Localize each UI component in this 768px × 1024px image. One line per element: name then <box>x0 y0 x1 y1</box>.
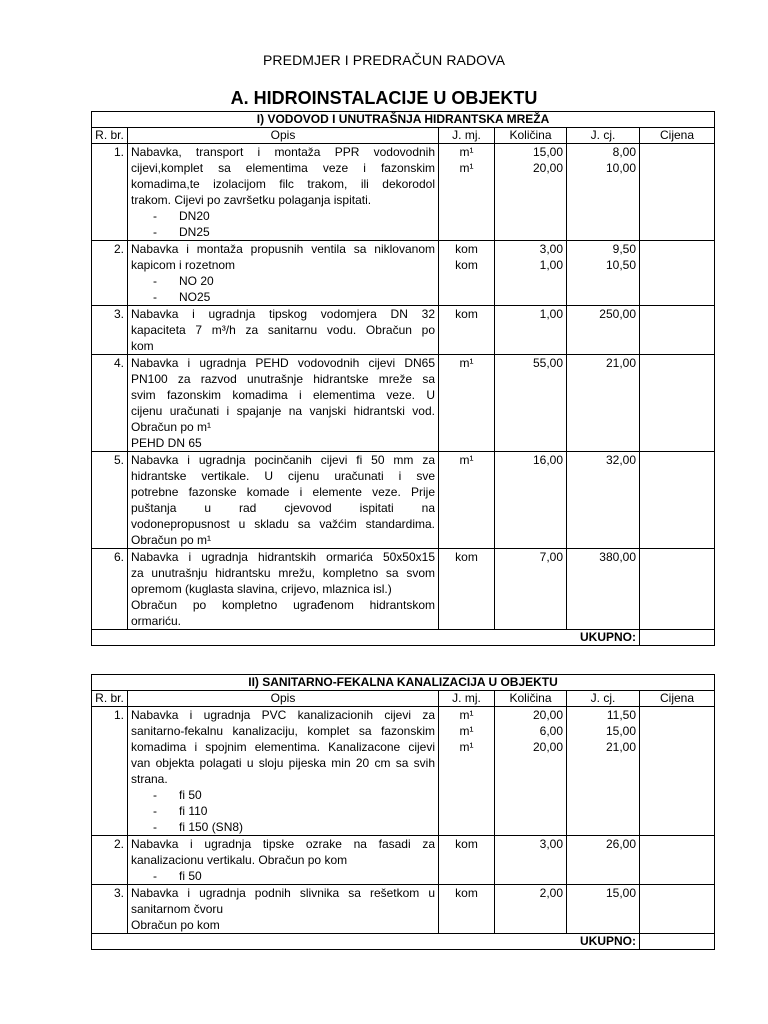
description-line: trakom. Cijevi po završetku polaganja ispitati. <box>131 193 372 207</box>
total-value <box>640 934 715 950</box>
item-number: 1. <box>92 707 128 836</box>
item-price <box>640 549 715 630</box>
quantity-value: 1,00 <box>539 307 563 321</box>
sub-item-dash: - <box>153 209 157 223</box>
table-row <box>92 355 715 452</box>
item-price <box>640 836 715 885</box>
sub-item-label: NO25 <box>179 290 211 304</box>
document-title: PREDMJER I PREDRAČUN RADOVA <box>262 52 506 68</box>
item-quantity <box>495 707 567 836</box>
description-line: Nabavka i ugradnja tipskog vodomjera DN 32 <box>131 307 435 321</box>
table-vodovod <box>91 111 715 646</box>
description-line: Nabavka i ugradnja tipske ozrake na fasadi za <box>131 837 435 851</box>
sub-item-unit: kom <box>455 258 478 272</box>
sub-item-dash: - <box>153 788 157 802</box>
item-quantity <box>495 885 567 934</box>
item-unit-price <box>567 836 640 885</box>
total-label: UKUPNO: <box>92 630 640 646</box>
description-line: komadima,te izolacijom filc trakom, ili dekorodol <box>131 177 435 191</box>
unit-value: m¹ <box>459 356 474 370</box>
sub-item-unit-price: 15,00 <box>605 724 636 738</box>
description-line: kapicom i rozetnom <box>131 258 236 272</box>
sub-item-unit-price: 10,00 <box>605 161 636 175</box>
sub-item-unit: m¹ <box>459 145 474 159</box>
sub-item <box>131 273 435 289</box>
table-row <box>92 549 715 630</box>
sub-item-unit-price: 26,00 <box>605 837 636 851</box>
unit-value: m¹ <box>459 453 474 467</box>
description-line: Nabavka i ugradnja pocinčanih cijevi fi 50 mm za <box>131 453 435 467</box>
sub-item-dash: - <box>153 290 157 304</box>
item-number: 1. <box>92 144 128 241</box>
col-header-jmj: J. mj. <box>439 128 495 144</box>
item-quantity <box>495 549 567 630</box>
table-row <box>92 885 715 934</box>
sub-item-quantity: 15,00 <box>532 145 563 159</box>
item-description <box>128 452 439 549</box>
description-line: vodonepropusnost u skladu sa važćim standardima. <box>131 517 435 531</box>
description-line: sanitarnom čvoru <box>131 902 224 916</box>
sub-item-quantity: 20,00 <box>532 161 563 175</box>
sub-item <box>131 224 435 240</box>
table-kanalizacija <box>91 674 715 950</box>
quantity-value: 55,00 <box>532 356 563 370</box>
item-price <box>640 306 715 355</box>
item-quantity <box>495 306 567 355</box>
col-header-rbr: R. br. <box>92 128 128 144</box>
sub-item <box>131 787 435 803</box>
description-line: Obračun po kom <box>131 918 220 932</box>
quantity-value: 2,00 <box>539 886 563 900</box>
description-line: PEHD DN 65 <box>131 436 202 450</box>
description-line: Nabavka i ugradnja PEHD vodovodnih cijevi DN65 <box>131 356 435 370</box>
sub-item <box>131 803 435 819</box>
item-unit-price <box>567 144 640 241</box>
sub-item-label: DN25 <box>179 225 210 239</box>
item-description <box>128 144 439 241</box>
item-quantity <box>495 836 567 885</box>
description-line: opremom (kuglasta slavina, crijevo, mlaznica isl.) <box>131 582 392 596</box>
total-row <box>92 630 715 646</box>
description-line: Obračun po m¹ <box>131 420 212 434</box>
sub-item-quantity: 20,00 <box>532 740 563 754</box>
item-unit <box>439 549 495 630</box>
item-description <box>128 241 439 306</box>
item-number: 4. <box>92 355 128 452</box>
sub-item-quantity: 3,00 <box>539 242 563 256</box>
table-title-row <box>92 112 715 128</box>
table-header-row <box>92 691 715 707</box>
item-price <box>640 355 715 452</box>
table-title: II) SANITARNO-FEKALNA KANALIZACIJA U OBJEKTU <box>92 675 715 691</box>
sub-item-dash: - <box>153 225 157 239</box>
sub-item-label: fi 50 <box>179 869 202 883</box>
item-quantity <box>495 144 567 241</box>
col-header-kolicina: Količina <box>495 691 567 707</box>
item-unit-price <box>567 452 640 549</box>
item-unit-price <box>567 549 640 630</box>
total-value <box>640 630 715 646</box>
sub-item <box>131 289 435 305</box>
unit-price-value: 250,00 <box>599 307 636 321</box>
item-unit <box>439 885 495 934</box>
description-line: Nabavka i ugradnja hidrantskih ormarića 50x50x15 <box>131 550 435 564</box>
sub-item-label: NO 20 <box>179 274 214 288</box>
unit-value: kom <box>455 886 478 900</box>
sub-item-quantity: 1,00 <box>539 258 563 272</box>
sub-item-quantity: 20,00 <box>532 708 563 722</box>
col-header-cijena: Cijena <box>640 128 715 144</box>
sub-item-quantity: 6,00 <box>539 724 563 738</box>
item-unit-price <box>567 707 640 836</box>
item-description <box>128 707 439 836</box>
sub-item-unit: kom <box>455 837 478 851</box>
item-unit <box>439 836 495 885</box>
table-row <box>92 306 715 355</box>
item-description <box>128 836 439 885</box>
item-unit <box>439 144 495 241</box>
description-line: cijenu uračunati i spajanje na vanjski hidrantski vod. <box>131 404 435 418</box>
unit-price-value: 380,00 <box>599 550 636 564</box>
description-line: za unutrašnju hidrantsku mrežu, kompletno sa svom <box>131 566 435 580</box>
sub-item-unit-price: 8,00 <box>612 145 636 159</box>
item-description <box>128 885 439 934</box>
item-quantity <box>495 241 567 306</box>
item-unit <box>439 306 495 355</box>
item-price <box>640 144 715 241</box>
item-unit-price <box>567 355 640 452</box>
item-unit-price <box>567 241 640 306</box>
item-number: 6. <box>92 549 128 630</box>
description-line: Nabavka, transport i montaža PPR vodovodnih <box>131 145 435 159</box>
sub-item-label: fi 50 <box>179 788 202 802</box>
item-description <box>128 355 439 452</box>
description-line: strana. <box>131 772 168 786</box>
description-line: puštanja u rad cjevovod ispitati na <box>131 501 435 515</box>
item-number: 2. <box>92 241 128 306</box>
description-line: kanalizacionu vertikalu. Obračun po kom <box>131 853 348 867</box>
sub-item-unit: m¹ <box>459 740 474 754</box>
sub-item <box>131 868 435 884</box>
sub-item-unit-price: 21,00 <box>605 740 636 754</box>
item-unit <box>439 241 495 306</box>
sub-item-unit: m¹ <box>459 708 474 722</box>
unit-price-value: 21,00 <box>605 356 636 370</box>
sub-item-dash: - <box>153 804 157 818</box>
sub-item-unit-price: 11,50 <box>606 708 636 722</box>
description-line: svim fazonskim komadima i elementima veze. U <box>131 388 435 402</box>
table-row <box>92 144 715 241</box>
item-unit-price <box>567 306 640 355</box>
quantity-value: 16,00 <box>532 453 563 467</box>
table-row <box>92 241 715 306</box>
description-line: sanitarno-fekalnu kanalizaciju, komplet sa fazonskim <box>131 724 435 738</box>
section-title: A. HIDROINSTALACIJE U OBJEKTU <box>230 88 538 108</box>
description-line: kapaciteta 7 m³/h za sanitarnu vodu. Obračun po <box>131 323 435 337</box>
sub-item-label: fi 110 <box>179 804 208 818</box>
description-line: hidrantske vertikale. U cijenu uračunati i sve <box>131 469 435 483</box>
sub-item-label: fi 150 (SN8) <box>179 820 244 834</box>
sub-item-unit-price: 9,50 <box>612 242 636 256</box>
description-line: PN100 za razvod unutrašnje hidrantske mreže sa <box>131 372 435 386</box>
description-line: ormariću. <box>131 614 182 628</box>
col-header-jcj: J. cj. <box>567 691 640 707</box>
sub-item-unit: m¹ <box>459 724 474 738</box>
col-header-jmj: J. mj. <box>439 691 495 707</box>
quantity-value: 7,00 <box>539 550 563 564</box>
item-unit-price <box>567 885 640 934</box>
description-line: Obračun po kompletno ugrađenom hidrantskom <box>131 598 435 612</box>
description-line: Obračun po m¹ <box>131 533 212 547</box>
item-number: 2. <box>92 836 128 885</box>
col-header-opis: Opis <box>128 128 439 144</box>
table-header-row <box>92 128 715 144</box>
sub-item-quantity: 3,00 <box>539 837 563 851</box>
item-number: 3. <box>92 885 128 934</box>
item-description <box>128 549 439 630</box>
description-line: Nabavka i ugradnja podnih slivnika sa rešetkom u <box>131 886 435 900</box>
sub-item-dash: - <box>153 869 157 883</box>
table-title: I) VODOVOD I UNUTRAŠNJA HIDRANTSKA MREŽA <box>92 112 715 128</box>
description-line: van objekta polagati u sloju pijeska min 20 cm sa svih <box>131 756 435 770</box>
unit-price-value: 15,00 <box>605 886 636 900</box>
table-title-row <box>92 675 715 691</box>
unit-price-value: 32,00 <box>605 453 636 467</box>
item-unit <box>439 355 495 452</box>
description-line: cijevi,komplet sa elementima veze i fazonskim <box>131 161 435 175</box>
item-price <box>640 885 715 934</box>
sub-item-unit-price: 10,50 <box>605 258 636 272</box>
item-quantity <box>495 355 567 452</box>
col-header-opis: Opis <box>128 691 439 707</box>
unit-value: kom <box>455 307 478 321</box>
item-price <box>640 452 715 549</box>
total-row <box>92 934 715 950</box>
item-price <box>640 241 715 306</box>
table-row <box>92 836 715 885</box>
table-row <box>92 707 715 836</box>
item-number: 3. <box>92 306 128 355</box>
sub-item-dash: - <box>153 274 157 288</box>
sub-item-dash: - <box>153 820 157 834</box>
description-line: Nabavka i ugradnja PVC kanalizacionih cijevi za <box>131 708 435 722</box>
sub-item-unit: kom <box>455 242 478 256</box>
col-header-rbr: R. br. <box>92 691 128 707</box>
total-label: UKUPNO: <box>92 934 640 950</box>
item-quantity <box>495 452 567 549</box>
description-line: potrebne fazonske komade i elemente veze. Prije <box>131 485 435 499</box>
sub-item-unit: m¹ <box>459 161 474 175</box>
sub-item <box>131 819 435 835</box>
col-header-kolicina: Količina <box>495 128 567 144</box>
item-price <box>640 707 715 836</box>
sub-item-label: DN20 <box>179 209 210 223</box>
item-number: 5. <box>92 452 128 549</box>
col-header-jcj: J. cj. <box>567 128 640 144</box>
item-unit <box>439 707 495 836</box>
unit-value: kom <box>455 550 478 564</box>
item-unit <box>439 452 495 549</box>
item-description <box>128 306 439 355</box>
description-line: komadima i spojnim elementima. Kanalizacone cijevi <box>131 740 435 754</box>
sub-item <box>131 208 435 224</box>
table-row <box>92 452 715 549</box>
description-line: Nabavka i montaža propusnih ventila sa niklovanom <box>131 242 435 256</box>
description-line: kom <box>131 339 154 353</box>
col-header-cijena: Cijena <box>640 691 715 707</box>
